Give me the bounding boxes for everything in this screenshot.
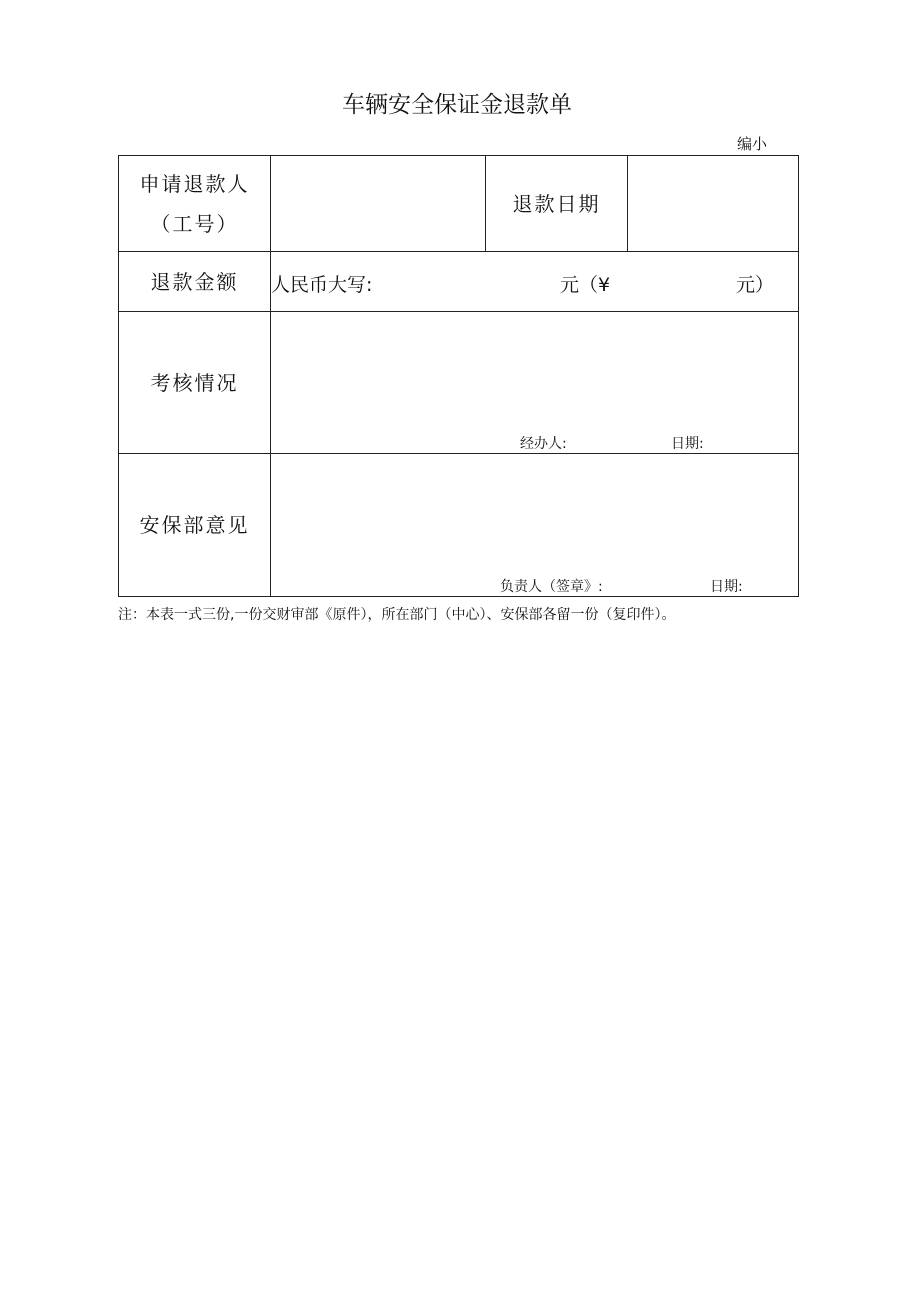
applicant-label-line1: 申请退款人 <box>139 171 250 196</box>
document-title: 车辆安全保证金退款单 <box>342 92 572 118</box>
refund-date-label: 退款日期 <box>486 156 628 252</box>
refund-form-table <box>118 155 799 597</box>
responsible-person-label: 负责人（签章》: <box>500 579 603 595</box>
amount-value-field[interactable] <box>271 252 799 312</box>
applicant-row <box>119 156 799 252</box>
handler-label: 经办人: <box>520 436 567 452</box>
security-opinion-value-field[interactable] <box>271 454 799 597</box>
amount-label: 退款金额 <box>119 252 271 312</box>
footer-note: 注：本表一式三份,一份交财审部《原件），所在部门（中心）、安保部各留一份（复印件）。 <box>118 607 676 623</box>
applicant-label <box>119 156 271 252</box>
assessment-value-field[interactable] <box>271 312 799 454</box>
assessment-row <box>119 312 799 454</box>
amount-row <box>119 252 799 312</box>
security-opinion-row <box>119 454 799 597</box>
applicant-value-field[interactable] <box>271 156 486 252</box>
amount-yuan-open: 元（¥ <box>560 274 611 296</box>
amount-yuan-close: 元） <box>736 274 775 296</box>
amount-prefix: 人民币大写: <box>271 274 373 296</box>
serial-number-label: 编小 <box>737 135 768 153</box>
assessment-label: 考核情况 <box>119 312 271 454</box>
security-date-label: 日期: <box>710 579 743 595</box>
applicant-label-line2: （工号） <box>150 211 239 236</box>
security-opinion-label: 安保部意见 <box>119 454 271 597</box>
assessment-date-label: 日期: <box>671 436 704 452</box>
refund-date-value-field[interactable] <box>628 156 799 252</box>
